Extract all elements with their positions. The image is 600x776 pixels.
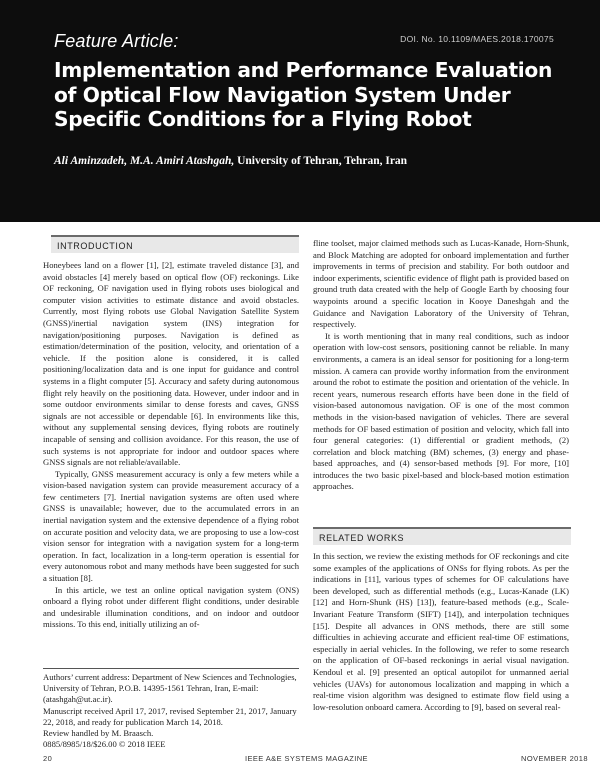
- feature-label: Feature Article:: [54, 31, 179, 51]
- footnote: [43, 672, 299, 750]
- author-affiliation: University of Tehran, Tehran, Iran: [234, 155, 408, 167]
- page-number: 20: [43, 754, 53, 763]
- paragraph: It is worth mentioning that in many real conditions, such as indoor operation with low-cost sensors, positioning cannot be reliable. In many environments, a camera is an ideal sensor for positioning for a long-term mission. A camera can provide worthy information from the environment around the robot to estimate the position and orientation of the vehicle. In recent years, numerous research efforts have been done in the field of vision-based autonomous navigation. OF is one of the most common methods in the vision-based navigation of vehicles. There are several methods for OF based estimation of position and velocity, which fall into four general categories: (1) differential or gradient methods, (2) correlation and block matching (BM) schemes, (3) energy and phase-based approaches, and (4) sensor-based methods [9]. For more, [10] introduces the two basic pixel-based and block-based motion estimation approaches.: [313, 330, 569, 492]
- paragraph: In this article, we test an online optical navigation system (ONS) onboard a flying robot under different flight conditions, under desirable and undesirable illumination conditions, and on indoor and outdoor missions. To this end, initially utilizing an of-: [43, 584, 299, 630]
- doi-number: DOI. No. 10.1109/MAES.2018.170075: [400, 34, 554, 44]
- footnote-manuscript: Manuscript received April 17, 2017, revised September 21, 2017, January 22, 2018, and ready for publication March 14, 2018.: [43, 705, 297, 727]
- paragraph: fline toolset, major claimed methods such as Lucas-Kanade, Horn-Shunk, and Block Matching are adopted for onboard implementation and further improvements in terms of precision and stability. For both outdoor and indoor experiments, scientific evidence of flight path is provided based on ground truth data created with the help of Google Earth by choosing four waypoints around a specific location in Kooye Daneshgah and the Guidance and Navigation Laboratory of the University of Tehran, respectively.: [313, 238, 569, 330]
- paragraph: Typically, GNSS measurement accuracy is only a few meters while a vision-based navigation system can provide measurement accuracy of a few centimeters [7]. Inertial navigation systems are often used where GNSS is unavailable; however, due to the accumulated errors in an inertial navigation system and the extensive dependence of a flying robot on accurate position and velocity data, we are proposing to use a low-cost vision sensor for integration with a navigation system for a long-term operation. In fact, localization in a long-term operation is essential for every autonomous robot and many methods have been suggested for such a situation [8].: [43, 468, 299, 584]
- footnote-review: Review handled by M. Braasch.: [43, 728, 154, 739]
- paragraph: Honeybees land on a flower [1], [2], estimate traveled distance [3], and avoid obstacles [4] merely based on optical flow (OF) reckonings. Like OF reckoning, OF navigation used in flying robots uses biological and computer vision activities to estimate distance and avoid obstacles. Currently, most flying robots use Global Navigation Satellite System (GNSS)/inertial navigation system (INS) integration for navigation/positioning purposes. Navigation is defined as estimation/determination of the position, velocity, and orientation of a vehicle. If the position alone is considered, it is called positioning/localization data and is one input for guidance and control systems in a flight computer [5]. Accuracy and safety during autonomous flight rely heavily on the positioning data. However, under indoor and in some outdoor environments similar to dense forests and caves, GNSS signals are not accessible or dependable [6]. In environments like this, without any supplemental sensing devices, flying robots are routinely incapable of sensing and collision avoidance. For this reason, the use of such systems is not appropriate for indoor and outdoor spaces where GNSS signals are not reliable/available.: [43, 260, 299, 468]
- right-column-bottom: [313, 551, 569, 713]
- magazine-name: IEEE A&E SYSTEMS MAGAZINE: [245, 754, 368, 763]
- footnote-copyright: 0885/8985/18/$26.00 © 2018 IEEE: [43, 739, 166, 750]
- right-column-top: [313, 238, 569, 493]
- author-line: [54, 155, 407, 167]
- introduction-heading: INTRODUCTION: [51, 235, 299, 253]
- footnote-rule: [43, 668, 299, 669]
- issue-date: NOVEMBER 2018: [521, 754, 588, 763]
- footnote-address: Authors’ current address: Department of New Sciences and Technologies, University of Tehran, P.O.B. 14395-1561 Tehran, Iran, E-mail: (atashgah@ut.ac.ir).: [43, 672, 297, 705]
- article-title: Implementation and Performance Evaluation of Optical Flow Navigation System Under Specific Conditions for a Flying Robot: [54, 58, 553, 131]
- related-works-heading: RELATED WORKS: [313, 527, 571, 545]
- paragraph: In this section, we review the existing methods for OF reckonings and cite some examples of the applications of ONSs for flying robots. As per the indications in [11], various types of schemes for OF calculations have been developed, such as differential methods (e.g., Lucas-Kanade (LK) [12] and Horn-Shunk (HS) [13]), feature-based methods (e.g., Scale-Invariant Feature Transform (SIFT) [14]), and interpolation techniques [15]. Despite all advances in ONS methods, there are still some difficulties in achieving accurate and efficient real-time OF estimations, especially in aerial vehicles. In the following, we refer to some research on the application of OF-based reckonings in aerial visual navigation. Kendoul et al. [9] presented an optical autopilot for unmanned aerial vehicles (UAVs) for autonomous localization and mapping in which a real-time vision algorithm was designed to estimate flow field using a low-resolution onboard camera. According to [9], based on several real-: [313, 551, 569, 712]
- author-names: Ali Aminzadeh, M.A. Amiri Atashgah,: [54, 155, 235, 167]
- left-column: [43, 260, 299, 631]
- title-banner: [0, 0, 600, 222]
